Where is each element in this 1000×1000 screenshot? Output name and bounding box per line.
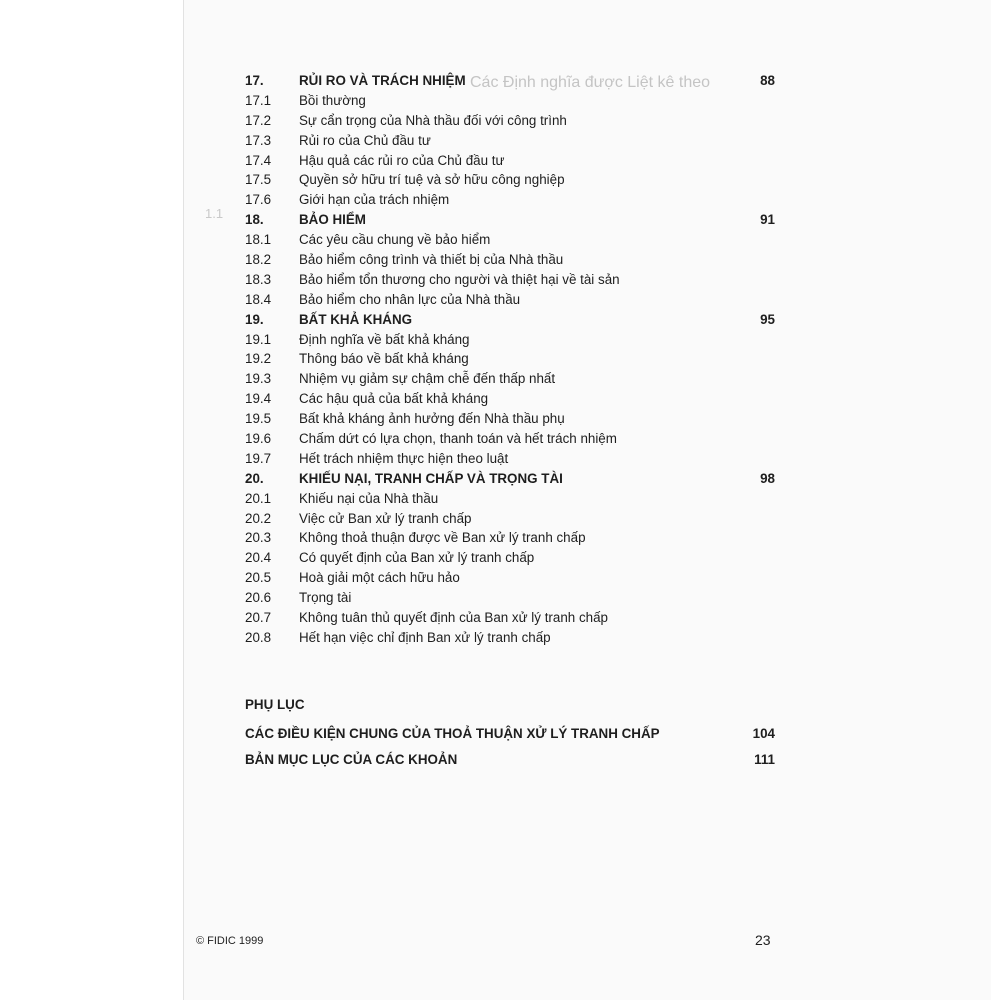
appendix-heading	[245, 697, 775, 712]
section-title: KHIẾU NẠI, TRANH CHẤP VÀ TRỌNG TÀI	[299, 470, 563, 486]
clause-number: 18.2	[245, 252, 272, 268]
clause-number: 20.7	[245, 610, 272, 626]
toc-clause	[245, 568, 775, 588]
toc-clause	[245, 170, 775, 190]
section-number: 20.	[245, 470, 264, 486]
toc-section-heading	[245, 310, 775, 330]
clause-number: 17.2	[245, 112, 272, 128]
clause-number: 19.1	[245, 331, 272, 347]
section-number: 18.	[245, 212, 264, 228]
clause-number: 18.3	[245, 271, 272, 287]
bleed-through-header: Các Định nghĩa được Liệt kê theo	[470, 74, 711, 91]
toc-clause	[245, 429, 775, 449]
clause-title: Định nghĩa về bất khả kháng	[299, 331, 470, 347]
clause-title: Có quyết định của Ban xử lý tranh chấp	[299, 550, 535, 566]
toc-clause	[245, 151, 775, 171]
toc-clause	[245, 250, 775, 270]
toc-clause	[245, 608, 775, 628]
toc-clause	[245, 230, 775, 250]
toc-clause	[245, 528, 775, 548]
toc-clause	[245, 389, 775, 409]
clause-number: 19.3	[245, 371, 272, 387]
clause-title: Trọng tài	[299, 590, 352, 606]
index-title: BẢN MỤC LỤC CỦA CÁC KHOẢN	[245, 752, 458, 767]
toc-clause	[245, 489, 775, 509]
toc-clause	[245, 588, 775, 608]
toc-section-heading	[245, 71, 775, 91]
section-title: RỦI RO VÀ TRÁCH NHIỆM	[299, 73, 466, 88]
clause-number: 20.2	[245, 510, 272, 526]
toc-clause	[245, 509, 775, 529]
toc-clause	[245, 190, 775, 210]
section-title: BẢO HIỂM	[299, 212, 366, 228]
page-number: 23	[755, 932, 771, 948]
clause-number: 20.1	[245, 490, 272, 506]
index-page: 111	[754, 752, 775, 767]
clause-number: 19.6	[245, 431, 272, 447]
clause-number: 17.6	[245, 192, 272, 208]
clause-number: 17.4	[245, 152, 272, 168]
toc-clause	[245, 330, 775, 350]
clause-number: 20.3	[245, 530, 272, 546]
bleed-through-label: 1.1	[205, 206, 224, 221]
clause-title: Hoà giải một cách hữu hảo	[299, 570, 460, 586]
clause-number: 19.4	[245, 391, 272, 407]
toc-entry-index	[245, 752, 775, 767]
copyright-notice: © FIDIC 1999	[196, 935, 264, 947]
toc-clause	[245, 131, 775, 151]
toc-entry-general-conditions	[245, 726, 775, 741]
general-conditions-page: 104	[752, 726, 775, 741]
clause-number: 18.4	[245, 291, 272, 307]
clause-title: Bất khả kháng ảnh hưởng đến Nhà thầu phụ	[299, 411, 565, 427]
toc-clause	[245, 449, 775, 469]
toc-clause	[245, 349, 775, 369]
section-page: 95	[760, 311, 775, 327]
clause-number: 20.6	[245, 590, 272, 606]
general-conditions-title: CÁC ĐIỀU KIỆN CHUNG CỦA THOẢ THUẬN XỬ LÝ TRANH CHẤP	[245, 726, 660, 741]
toc-section-heading	[245, 469, 775, 489]
clause-number: 20.5	[245, 570, 272, 586]
clause-title: Không thoả thuận được về Ban xử lý tranh chấp	[299, 530, 586, 546]
toc-section-heading	[245, 210, 775, 230]
clause-title: Hết trách nhiệm thực hiện theo luật	[299, 450, 509, 466]
toc-clause	[245, 628, 775, 648]
appendix-heading-label: PHỤ LỤC	[245, 697, 305, 712]
clause-title: Giới hạn của trách nhiệm	[299, 192, 450, 208]
section-number: 19.	[245, 311, 264, 327]
clause-title: Chấm dứt có lựa chọn, thanh toán và hết trách nhiệm	[299, 431, 617, 447]
clause-title: Khiếu nại của Nhà thầu	[299, 490, 439, 506]
clause-number: 19.5	[245, 411, 272, 427]
clause-title: Hết hạn việc chỉ định Ban xử lý tranh chấp	[299, 629, 551, 645]
clause-title: Sự cẩn trọng của Nhà thầu đối với công trình	[299, 112, 567, 128]
clause-title: Bảo hiểm tổn thương cho người và thiệt hại về tài sản	[299, 271, 620, 287]
clause-title: Các hậu quả của bất khả kháng	[299, 391, 489, 407]
toc-clause	[245, 270, 775, 290]
section-page: 98	[760, 470, 775, 486]
clause-number: 20.8	[245, 629, 272, 645]
clause-title: Không tuân thủ quyết định của Ban xử lý tranh chấp	[299, 610, 608, 626]
clause-number: 17.3	[245, 132, 272, 148]
clause-title: Bảo hiểm công trình và thiết bị của Nhà thầu	[299, 252, 564, 268]
clause-number: 17.5	[245, 172, 272, 188]
clause-number: 19.2	[245, 351, 272, 367]
clause-title: Rủi ro của Chủ đầu tư	[299, 132, 431, 148]
clause-title: Bảo hiểm cho nhân lực của Nhà thầu	[299, 291, 521, 307]
toc-clause	[245, 91, 775, 111]
clause-number: 20.4	[245, 550, 272, 566]
toc-clause	[245, 548, 775, 568]
clause-title: Nhiệm vụ giảm sự chậm chễ đến thấp nhất	[299, 371, 556, 387]
toc-clause	[245, 369, 775, 389]
clause-title: Các yêu cầu chung về bảo hiểm	[299, 232, 491, 248]
section-page: 91	[760, 212, 775, 228]
clause-number: 17.1	[245, 92, 272, 108]
toc-clause	[245, 290, 775, 310]
section-page: 88	[760, 73, 775, 88]
clause-title: Thông báo về bất khả kháng	[299, 351, 469, 367]
clause-title: Bồi thường	[299, 92, 366, 108]
toc-clause	[245, 111, 775, 131]
toc-clause	[245, 409, 775, 429]
clause-number: 18.1	[245, 232, 272, 248]
clause-title: Hậu quả các rủi ro của Chủ đầu tư	[299, 152, 505, 168]
clause-title: Việc cử Ban xử lý tranh chấp	[299, 510, 472, 526]
section-number: 17.	[245, 73, 264, 88]
section-title: BẤT KHẢ KHÁNG	[299, 311, 413, 327]
clause-title: Quyền sở hữu trí tuệ và sở hữu công nghiệp	[299, 172, 565, 188]
clause-number: 19.7	[245, 450, 272, 466]
table-of-contents	[245, 71, 775, 648]
